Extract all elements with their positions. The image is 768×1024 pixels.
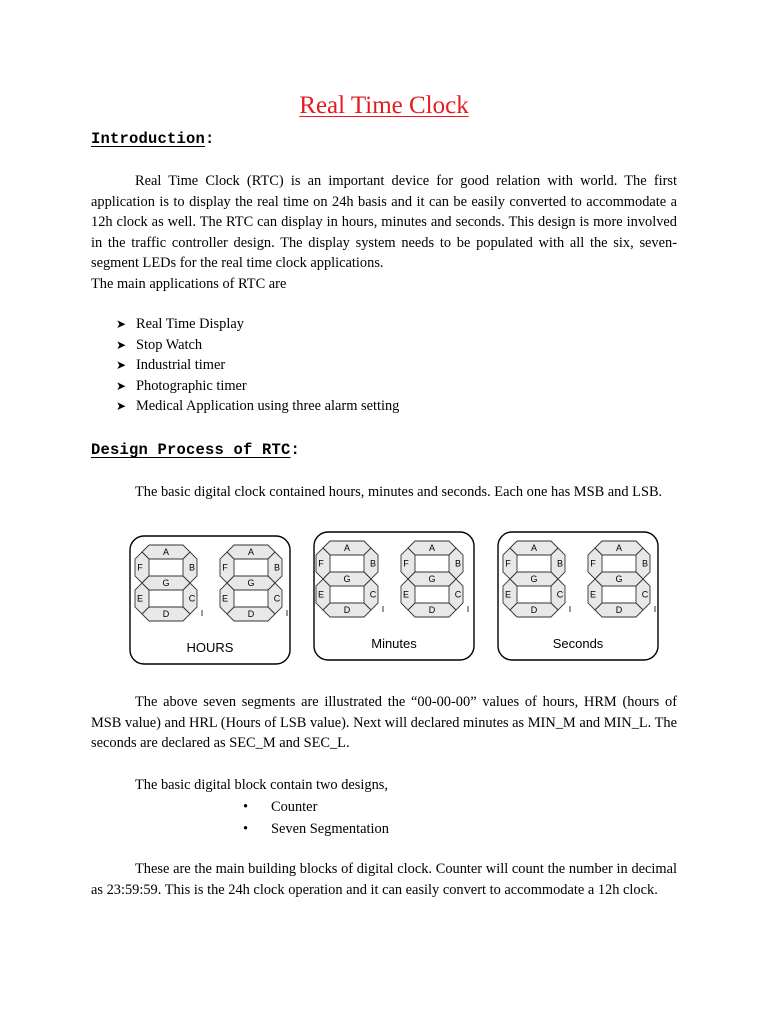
segment-label: B — [641, 558, 649, 569]
seven-segment-digit — [135, 545, 202, 621]
list-item — [116, 376, 399, 397]
segment-label: F — [403, 558, 409, 569]
arrow-bullet-icon: ➤ — [116, 378, 127, 393]
list-item-text: Medical Application using three alarm setting — [136, 398, 400, 415]
segment-label: D — [247, 609, 255, 619]
segment-label: B — [188, 562, 196, 573]
heading-colon: : — [290, 441, 301, 459]
segment-label: D — [343, 605, 351, 615]
list-item-text: Real Time Display — [136, 316, 244, 332]
design-paragraph-1-text: The basic digital clock contained hours, minutes and seconds. Each one has MSB and LSB. — [135, 484, 663, 500]
segment-label: D — [428, 605, 436, 615]
blocks-list — [243, 796, 389, 840]
segment-label: D — [162, 609, 170, 619]
section-heading-text: Design Process of RTC — [91, 441, 291, 459]
display-group-1 — [314, 532, 474, 660]
section-heading-design-process — [91, 441, 300, 459]
list-item — [243, 796, 389, 818]
segment-label: B — [454, 558, 462, 569]
segment-label: C — [273, 593, 281, 604]
segment-label: F — [137, 562, 143, 573]
design-paragraph-1 — [91, 482, 677, 503]
section-heading-text: Introduction — [91, 130, 206, 148]
display-group-2 — [498, 532, 658, 660]
seven-segment-digit — [316, 541, 383, 617]
arrow-bullet-icon: ➤ — [116, 399, 127, 414]
segment-label: F — [505, 558, 511, 569]
bullet-dot-icon: • — [243, 821, 249, 837]
display-group-0 — [130, 536, 290, 664]
display-caption: Seconds — [552, 636, 604, 651]
list-item-text: Counter — [271, 799, 318, 815]
segment-label: E — [317, 589, 325, 600]
section-heading-introduction — [91, 130, 215, 148]
list-item — [116, 396, 399, 417]
segment-label: A — [615, 543, 623, 553]
segment-label: C — [556, 589, 564, 600]
segment-label: G — [615, 574, 623, 584]
segment-label: A — [343, 543, 351, 553]
list-item-text: Photographic timer — [136, 377, 247, 394]
segment-label: E — [136, 593, 144, 604]
segment-label: C — [641, 589, 649, 600]
segment-label: G — [530, 574, 538, 584]
segment-label: G — [247, 578, 255, 588]
segment-label: F — [590, 558, 596, 569]
heading-colon: : — [205, 130, 215, 148]
segment-label: F — [222, 562, 228, 573]
intro-paragraph-text: Real Time Clock (RTC) is an important device for good relation with world. The first application is to display the real time on 24h basis and it can be easily converted to accommodate a 12h clock as well. The RTC can display in hours, minutes and seconds. This design is more involved in the traffic controller design. The display system needs to be populated with all the six, seven-segment LEDs for the real time clock applications. — [91, 173, 677, 272]
page-title: Real Time Clock — [299, 92, 469, 119]
segment-label: A — [530, 543, 538, 553]
segment-label: B — [556, 558, 564, 569]
segment-label: B — [273, 562, 281, 573]
applications-lead: The main applications of RTC are — [91, 276, 287, 292]
list-item — [116, 314, 399, 335]
segment-label: A — [428, 543, 436, 553]
list-item-text: Stop Watch — [136, 336, 203, 353]
segment-label: C — [454, 589, 462, 600]
blocks-lead: The basic digital block contain two designs, — [135, 777, 388, 793]
segment-label: E — [402, 589, 410, 600]
segment-label: E — [504, 589, 512, 600]
arrow-bullet-icon: ➤ — [116, 358, 127, 373]
segment-label: E — [589, 589, 597, 600]
intro-paragraph — [91, 171, 677, 274]
seven-segment-digit — [220, 545, 287, 621]
segment-label: G — [428, 574, 436, 584]
segment-label: A — [162, 547, 170, 557]
seven-segment-digit — [401, 541, 468, 617]
design-paragraph-2-text: The above seven segments are illustrated the “00-00-00” values of hours, HRM (hours of MSB value) and HRL (Hours of LSB value). Next will declared minutes as MIN_M and MIN_L. The seconds are declared as SEC_M and SEC_L. — [91, 694, 677, 752]
seven-segment-digit — [503, 541, 570, 617]
list-item — [116, 355, 399, 376]
segment-label: E — [221, 593, 229, 604]
design-paragraph-3-text: These are the main building blocks of digital clock. Counter will count the number in decimal as 23:59:59. This is the 24h clock operation and it can easily convert to accommodate a 12h clock. — [91, 861, 677, 898]
segment-label: B — [369, 558, 377, 569]
design-paragraph-2 — [91, 692, 677, 754]
list-item-text: Industrial timer — [136, 357, 226, 374]
segment-label: C — [369, 589, 377, 600]
list-item-text: Seven Segmentation — [271, 821, 389, 837]
applications-list — [116, 314, 399, 417]
segment-label: F — [318, 558, 324, 569]
segment-label: C — [188, 593, 196, 604]
seven-segment-figure — [128, 530, 663, 666]
arrow-bullet-icon: ➤ — [116, 337, 127, 352]
seven-segment-digit — [588, 541, 655, 617]
segment-label: A — [247, 547, 255, 557]
display-caption: HOURS — [186, 640, 234, 655]
list-item — [243, 818, 389, 840]
segment-label: D — [615, 605, 623, 615]
segment-label: G — [343, 574, 351, 584]
segment-label: G — [162, 578, 170, 588]
display-caption: Minutes — [371, 636, 417, 651]
arrow-bullet-icon: ➤ — [116, 317, 127, 331]
list-item — [116, 335, 399, 356]
bullet-dot-icon: • — [243, 799, 249, 815]
segment-label: D — [530, 605, 538, 615]
design-paragraph-3 — [91, 859, 677, 900]
